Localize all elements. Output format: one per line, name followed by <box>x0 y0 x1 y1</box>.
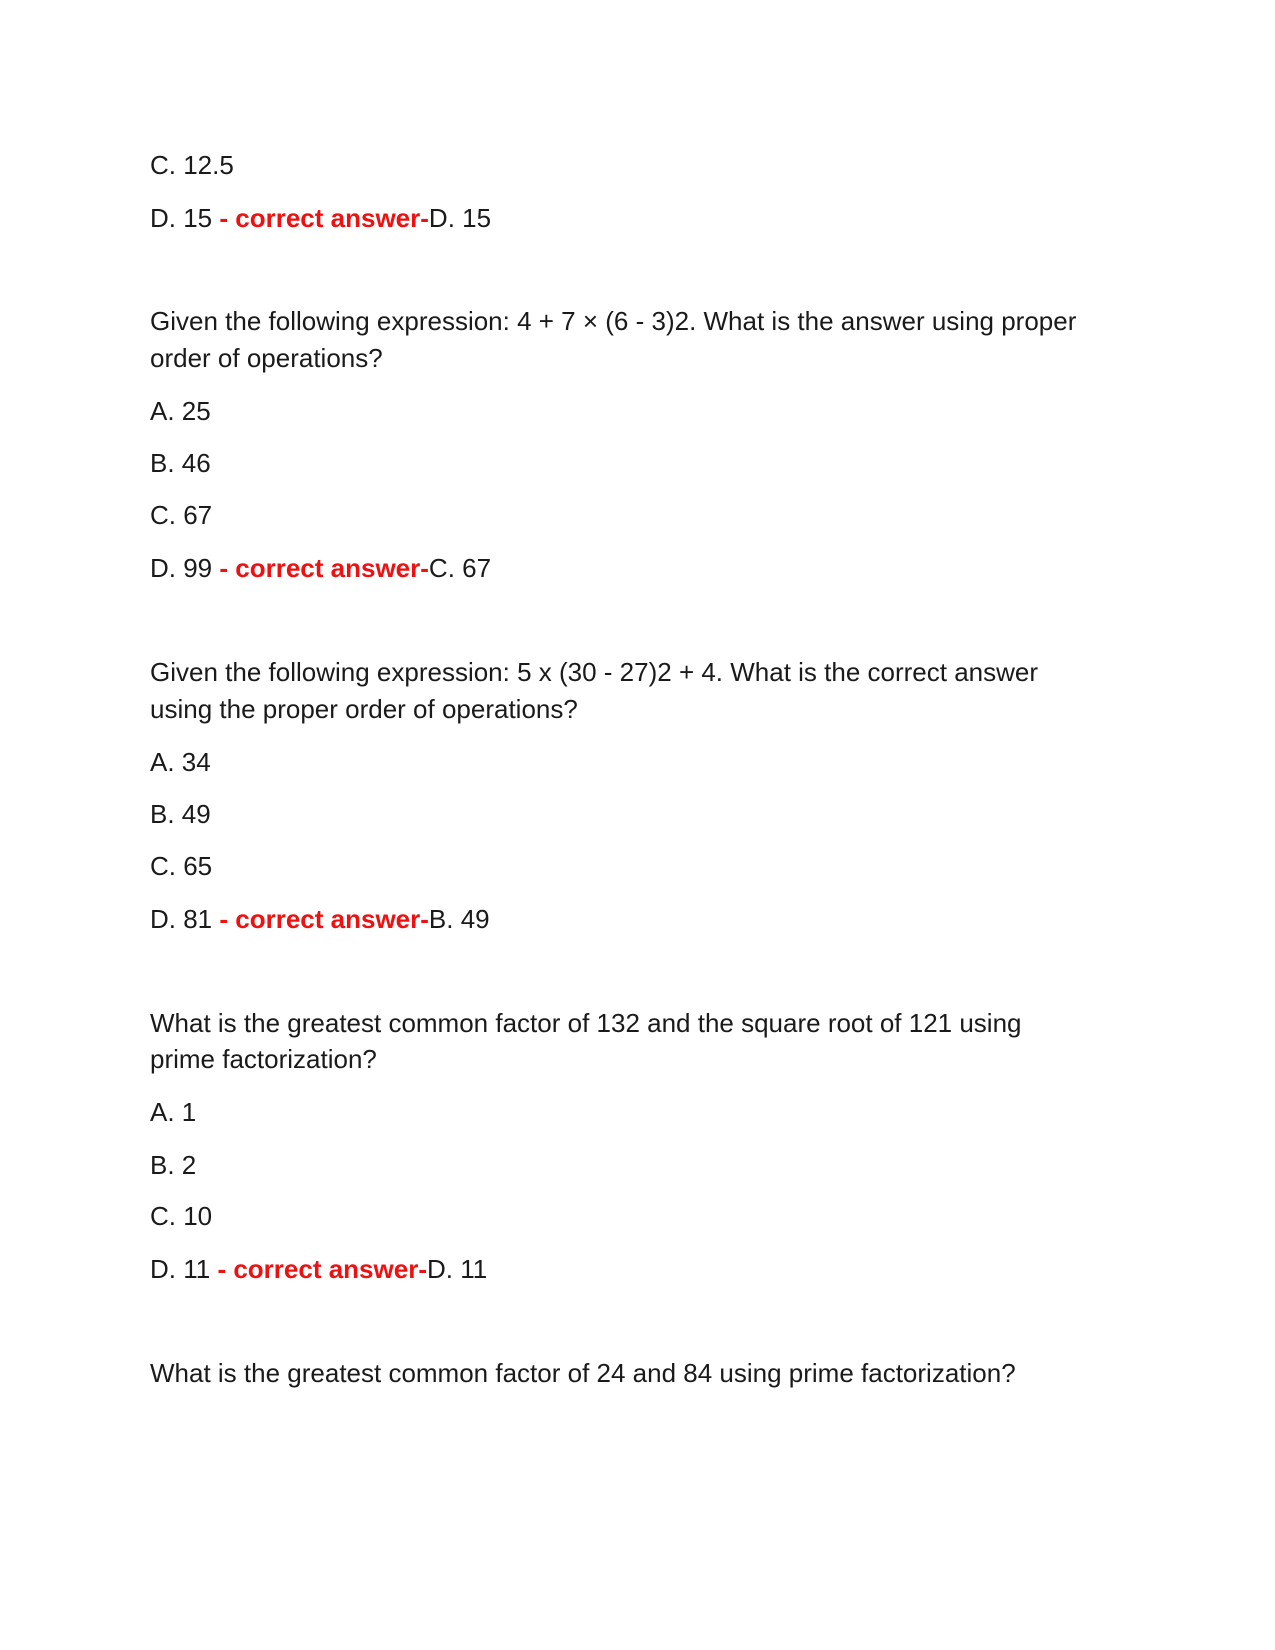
option-a: A. 1 <box>150 1097 197 1127</box>
question-text: What is the greatest common factor of 24 and 84 using prime factorization? <box>150 1358 1016 1388</box>
option-c: C. 10 <box>150 1201 213 1231</box>
question-text: Given the following expression: 4 + 7 × (6 - 3)2. What is the answer using proper <box>150 306 1077 336</box>
question-text-continued: order of operations? <box>150 343 383 373</box>
correct-answer-value: C. 67 <box>428 553 492 583</box>
question-text-continued: prime factorization? <box>150 1044 377 1074</box>
correct-answer-value: D. 11 <box>426 1254 488 1284</box>
question-text-continued: using the proper order of operations? <box>150 694 578 724</box>
correct-answer-label: - correct answer- <box>219 553 429 583</box>
option-b: B. 49 <box>150 799 211 829</box>
correct-answer-value: D. 15 <box>428 203 492 233</box>
correct-answer-label: - correct answer- <box>219 904 429 934</box>
option-c: C. 12.5 <box>150 150 234 180</box>
correct-answer-value: B. 49 <box>428 904 490 934</box>
question-text: What is the greatest common factor of 132 and the square root of 121 using <box>150 1008 1022 1038</box>
option-d-with-answer: D. 81 - correct answer-B. 49 <box>150 904 490 934</box>
correct-answer-label: - correct answer- <box>219 203 429 233</box>
question-text: Given the following expression: 5 x (30 - 27)2 + 4. What is the correct answer <box>150 657 1039 687</box>
option-b: B. 46 <box>150 448 211 478</box>
option-d-with-answer: D. 11 - correct answer-D. 11 <box>150 1254 488 1284</box>
option-a: A. 34 <box>150 747 211 777</box>
correct-answer-label: - correct answer- <box>217 1254 427 1284</box>
option-b: B. 2 <box>150 1150 197 1180</box>
option-d-with-answer: D. 15 - correct answer-D. 15 <box>150 203 492 233</box>
option-c: C. 67 <box>150 500 213 530</box>
option-d-with-answer: D. 99 - correct answer-C. 67 <box>150 553 492 583</box>
option-a: A. 25 <box>150 396 211 426</box>
option-c: C. 65 <box>150 851 213 881</box>
